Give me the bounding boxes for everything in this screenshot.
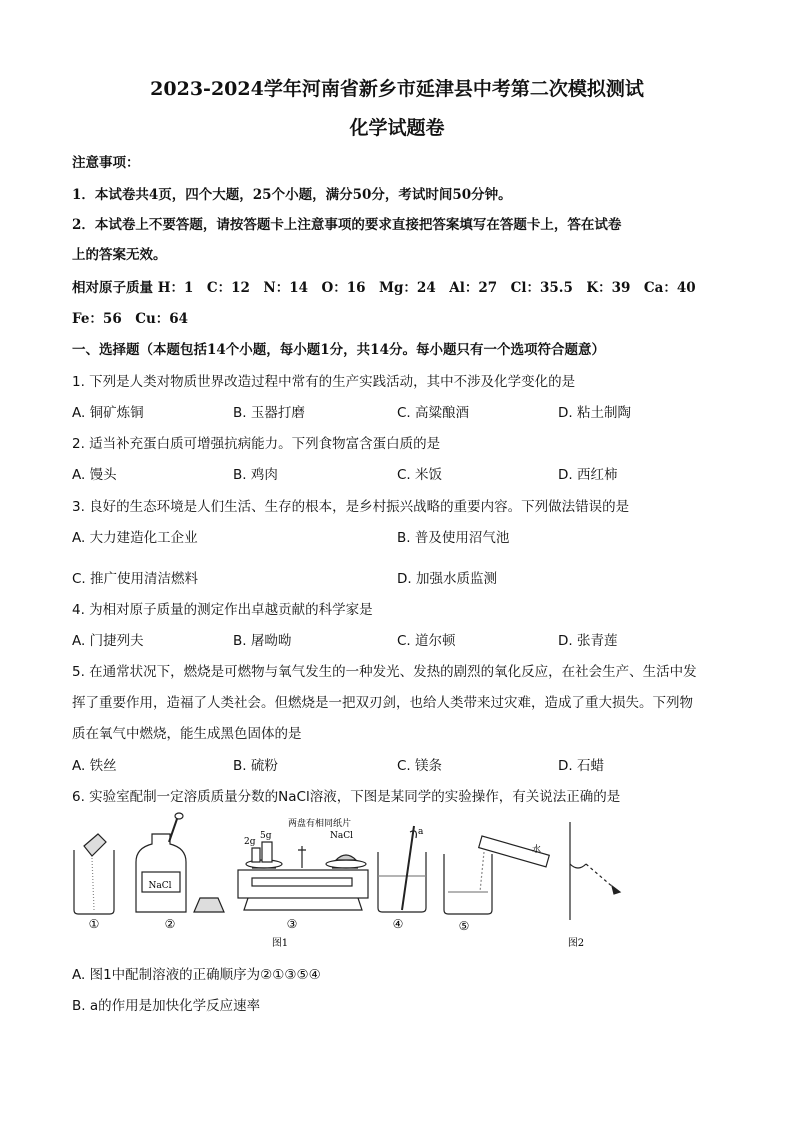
question-5-option-c[interactable]: C. 镁条 [397,758,443,774]
question-2-option-a[interactable]: A. 馒头 [72,467,117,483]
question-4-stem: 4. 为相对原子质量的测定作出卓越贡献的科学家是 [72,602,373,618]
balance-icon [238,842,368,910]
question-6-stem: 6. 实验室配制一定溶质质量分数的NaCl溶液，下图是某同学的实验操作，有关说法正确的是 [72,789,621,805]
question-1-option-b[interactable]: B. 玉器打磨 [233,405,305,421]
atomic-mass-line-2: Fe：56 Cu：64 [72,311,189,327]
question-3-option-c[interactable]: C. 推广使用清洁燃料 [72,571,199,587]
exam-subtitle: 化学试题卷 [349,117,445,139]
experiment-figure [66,812,636,962]
step-label-5: ⑤ [458,919,470,933]
question-5-stem-line-2: 挥了重要作用，造福了人类社会。但燃烧是一把双刃剑，也给人类带来过灾难，造成了重大损失。下列物 [72,695,693,711]
step-label-1: ① [88,917,100,931]
question-2-option-c[interactable]: C. 米饭 [397,467,443,483]
notice-heading: 注意事项： [72,155,140,171]
question-4-option-c[interactable]: C. 道尔顿 [397,633,456,649]
cylinder-reading-icon [570,822,620,920]
question-5-option-d[interactable]: D. 石蜡 [558,758,604,774]
weight-5g-label: 5g [260,831,272,841]
reagent-bottle-icon [136,813,224,912]
exam-title: 2023-2024学年河南省新乡市延津县中考第二次模拟测试 [150,78,644,100]
paper-note: 两盘有相同纸片 [288,819,352,829]
notice-item-2-cont: 上的答案无效。 [72,247,167,263]
bottle-label: NaCl [148,881,172,891]
question-3-option-d[interactable]: D. 加强水质监测 [397,571,497,587]
rod-label: a [418,827,424,837]
question-5-stem-line-1: 5. 在通常状况下，燃烧是可燃物与氧气发生的一种发光、发热的剧烈的氧化反应，在社会生产、生活中发 [72,664,697,680]
question-6-option-a[interactable]: A. 图1中配制溶液的正确顺序为②①③⑤④ [72,967,321,983]
notice-item-1: 1．本试卷共4页，四个大题，25个小题，满分50分，考试时间50分钟。 [72,187,512,203]
question-3-option-b[interactable]: B. 普及使用沼气池 [397,530,510,546]
figure-1-caption: 图1 [271,938,289,949]
question-5-option-b[interactable]: B. 硫粉 [233,758,278,774]
question-1-option-a[interactable]: A. 铜矿炼铜 [72,405,144,421]
figure-2-caption: 图2 [567,938,585,949]
section-heading: 一、选择题（本题包括14个小题，每小题1分，共14分。每小题只有一个选项符合题意） [72,342,605,358]
stirring-beaker-icon [378,826,426,912]
step-label-2: ② [164,917,176,931]
step-label-4: ④ [392,917,404,931]
question-4-option-b[interactable]: B. 屠呦呦 [233,633,292,649]
weight-2g-label: 2g [244,837,256,847]
notice-item-2: 2．本试卷上不要答题，请按答题卡上注意事项的要求直接把答案填写在答题卡上，答在试卷 [72,217,622,233]
question-2-stem: 2. 适当补充蛋白质可增强抗病能力。下列食物富含蛋白质的是 [72,436,441,452]
question-5-option-a[interactable]: A. 铁丝 [72,758,117,774]
water-label: 水 [532,845,542,855]
atomic-mass-line-1: 相对原子质量 H：1 C：12 N：14 O：16 Mg：24 Al：27 Cl：35.5 K：39 Ca：40 [72,280,696,296]
question-1-stem: 1. 下列是人类对物质世界改造过程中常有的生产实践活动，其中不涉及化学变化的是 [72,374,576,390]
question-6-option-b[interactable]: B. a的作用是加快化学反应速率 [72,998,261,1014]
beaker-pour-icon [74,834,114,914]
question-1-option-c[interactable]: C. 高粱酿酒 [397,405,470,421]
nacl-pile-label: NaCl [330,831,354,841]
question-3-stem: 3. 良好的生态环境是人们生活、生存的根本，是乡村振兴战略的重要内容。下列做法错误的是 [72,499,630,515]
step-label-3: ③ [286,917,298,931]
question-4-option-a[interactable]: A. 门捷列夫 [72,633,144,649]
question-4-option-d[interactable]: D. 张青莲 [558,633,618,649]
question-1-option-d[interactable]: D. 粘土制陶 [558,405,631,421]
experiment-figure-svg [66,812,636,962]
question-3-option-a[interactable]: A. 大力建造化工企业 [72,530,198,546]
question-5-stem-line-3: 质在氧气中燃烧，能生成黑色固体的是 [72,726,302,742]
question-2-option-b[interactable]: B. 鸡肉 [233,467,278,483]
question-2-option-d[interactable]: D. 西红柿 [558,467,618,483]
